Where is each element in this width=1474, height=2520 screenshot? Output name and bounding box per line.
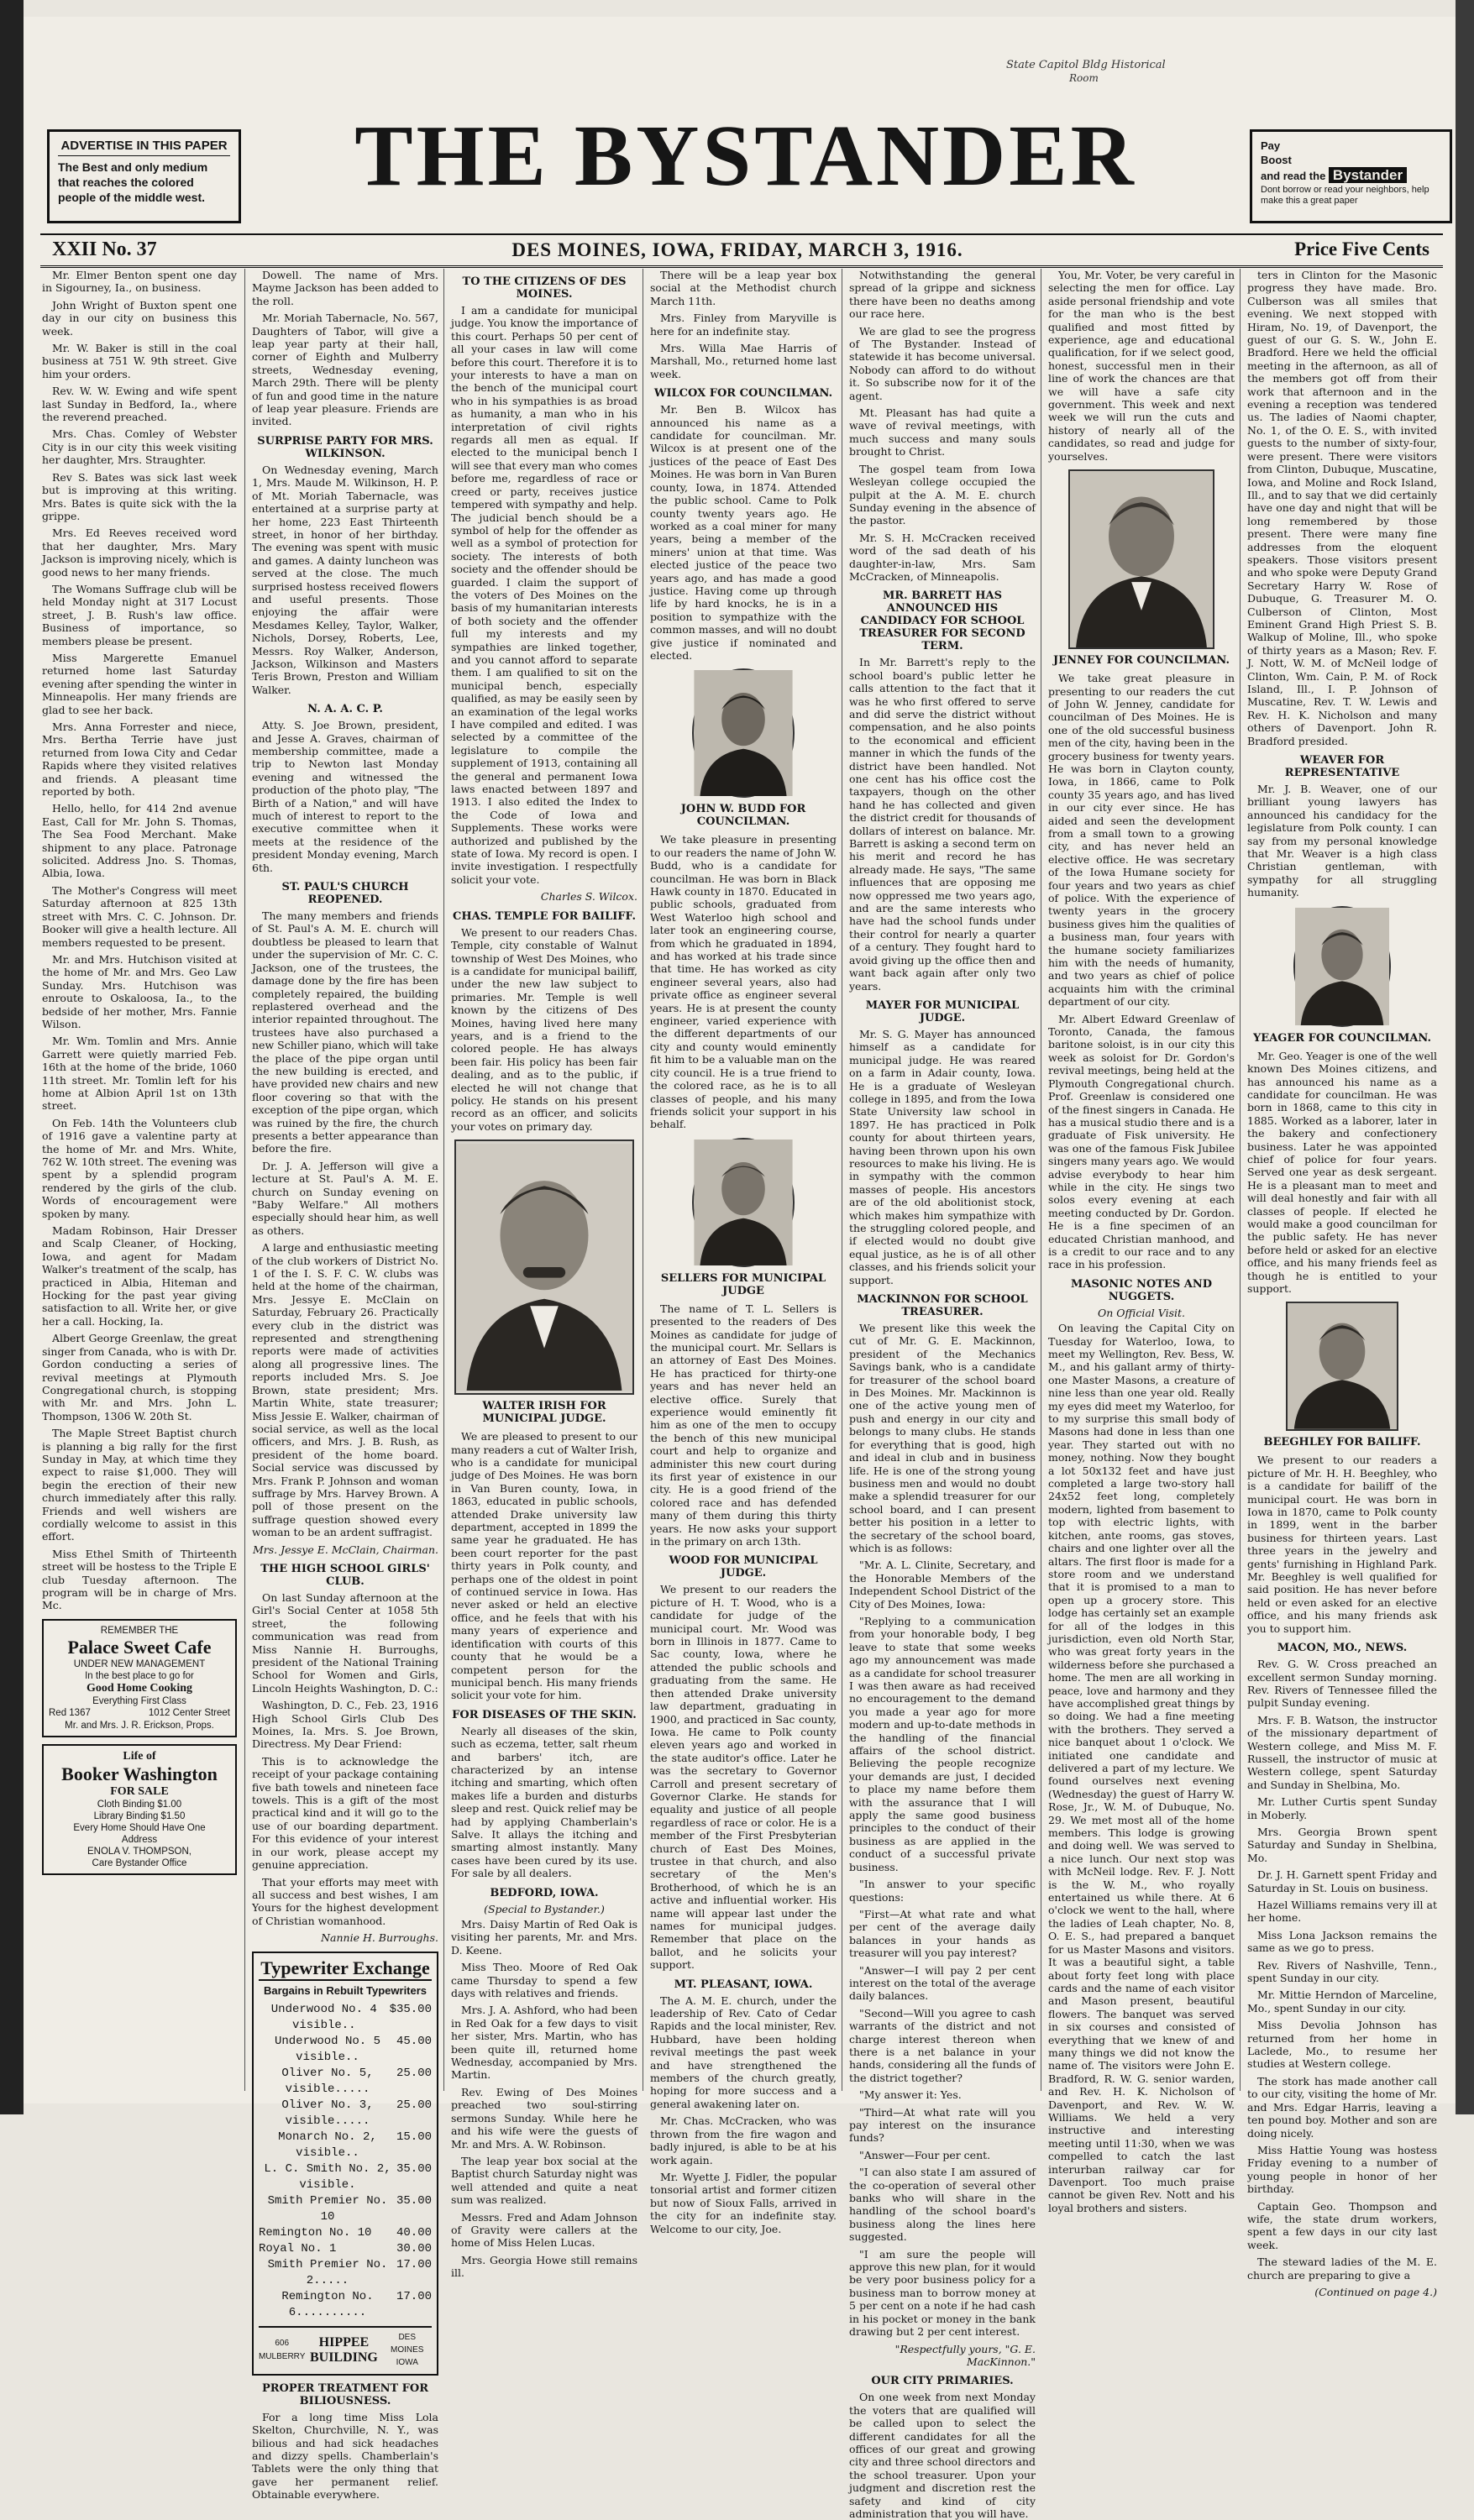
typewriter-model: Underwood No. 5 visible..	[274, 2034, 380, 2064]
typewriter-ad-city: DES MOINES IOWA	[391, 2332, 424, 2368]
cafe-ad-address-row	[49, 1707, 230, 1720]
local-note: Albert George Greenlaw, the great singer from Canada, who is with Dr. Gordon conducting a series of revival meetings at Plymouth Congregational church, is stopping with Mr. and Mrs. John L. Thompson, 1306 W. 20th St.	[42, 1332, 237, 1422]
typewriter-price-row	[259, 2034, 432, 2066]
promo-read	[1261, 167, 1441, 183]
column-rule	[443, 269, 444, 2091]
typewriter-model: L. C. Smith No. 2, visible.	[264, 2161, 391, 2192]
local-note: Mrs. Chas. Comley of Webster City is in our city this week visiting her daughter, Mrs. Straughter.	[42, 427, 237, 467]
typewriter-model: Remington No. 10	[259, 2225, 372, 2240]
article-headline: TO THE CITIZENS OF DES MOINES.	[462, 275, 627, 301]
continued-note: (Continued on page 4.)	[1314, 2285, 1437, 2298]
article-paragraph: Messrs. Fred and Adam Johnson of Gravity were callers at the home of Miss Helen Lucas.	[451, 2210, 637, 2250]
local-note: Hello, hello, for 414 2nd avenue East, Call for Mr. John S. Thomas, The Sea Food Merchant. Make shipment to any place. Patronage solicited. Address Jno. S. Thomas, Albia, Iowa.	[42, 802, 237, 880]
local-note: Mr. and Mrs. Hutchison visited at the home of Mr. and Mrs. Geo Law Sunday. Mrs. Hutchison was enroute to Oskaloosa, Ia., to the bedside of her mother, Mrs. Fannie Wilson.	[42, 952, 237, 1030]
portrait-jenney	[1068, 469, 1214, 649]
cafe-ad-line1: In the best place to go for	[85, 1670, 194, 1681]
article-paragraph: Mr. S. H. McCracken received word of the sad death of his daughter-in-law, Mrs. Sam McCracken, of Minneapolis.	[849, 531, 1036, 583]
local-note: Rev S. Bates was sick last week but is improving at this writing. Mrs. Bates is quite sick with the la grippe.	[42, 470, 237, 522]
article-signature: Charles S. Wilcox.	[540, 890, 637, 904]
article-signature: "Respectfully yours, "G. E. MacKinnon."	[894, 2342, 1036, 2368]
cafe-ad-line2: Good Home Cooking	[86, 1681, 192, 1695]
typewriter-price-row	[259, 2225, 432, 2241]
article-paragraph: Mr. Chas. McCracken, who was thrown from the fire wagon and badly injured, is able to be at his work again.	[650, 2114, 837, 2166]
article-paragraph: We present to our readers the picture of H. T. Wood, who is a candidate for judge of the municipal court. Mr. Wood was born in Illinois in 1877. Came to Sac county, Iowa, where he attended the public schools and graduating from the same. He then attended Drake university law department, graduating in 1900, and practiced in Sac county, Iowa. He came to Polk county eleven years ago and worked in the state auditor's office. Later he was the secretary to Governor Carroll and present secretary of Governor Clarke. He stands for equality and justice of all people regardless of race or color. He is a member of the First Presbyterian church of East Des Moines, trustee in that church, and also secretary of the Men's Brotherhood, of which he is an active and influential worker. His name will appear last under the names for municipal judges. Remember that place on the ballot, and he solicits your support.	[650, 1583, 837, 1972]
photo-caption: WALTER IRISH FOR MUNICIPAL JUDGE.	[482, 1400, 606, 1426]
article-paragraph: Mrs. Finley from Maryville is here for an indefinite stay.	[650, 312, 837, 338]
article-paragraph: Mr. Geo. Yeager is one of the well known Des Moines citizens, and has announced his name as a candidate for councilman. He was born in 1868, came to this city in 1885. Worked as a laborer, later in the bakery and confectionery business. Later he was appointed chief of police for four years. Served one year as desk sergeant. He is a pleasant man to meet and will deal honestly and fair with all classes of people. If elected he would make a good councilman for the public safety. He has never before held or asked for an elective office, and his many friends feel as though he is entitled to your support.	[1247, 1049, 1437, 1295]
column-rule	[1240, 269, 1241, 2091]
promo-read-text: and read the	[1261, 170, 1326, 182]
article-subhead: On Official Visit.	[1097, 1306, 1185, 1319]
portrait-figure-icon	[1295, 908, 1389, 1025]
article-paragraph: Rev. G. W. Cross preached an excellent sermon Sunday morning. Rev. Rivers of Tennessee filled the pulpit Sunday evening.	[1247, 1658, 1437, 1710]
local-note: Madam Robinson, Hair Dresser and Scalp Cleaner, of Hocking, Iowa, and agent for Madam Walker's treatment of the scalp, has practiced in Albia, Hiteman and Hocking for the past year giving satisfaction to all. Write her, or give her a call. Hocking, Ia.	[42, 1224, 237, 1328]
article-paragraph: The leap year box social at the Baptist church Saturday night was well attended and quite a neat sum was realized.	[451, 2154, 637, 2207]
article-headline: WOOD FOR MUNICIPAL JUDGE.	[669, 1554, 818, 1580]
article-paragraph: The name of T. L. Sellers is presented to the readers of Des Moines as candidate for judge of the municipal court. Mr. Sellars is an attorney of East Des Moines. He has practiced for thirty-one years and has never held an elective office. Surely that experience would eminently fit him as one of the men to occupy the bench of this new municipal court and help to organize and administer this new court during its first year of existence in our city. He is a good friend of the colored race and has defended many of them during this thirty years. He now asks your support in the primary on arch 13th.	[650, 1302, 837, 1548]
article-paragraph: Mr. Mittie Herndon of Marceline, Mo., spent Sunday in our city.	[1247, 1988, 1437, 2014]
article-paragraph: "Replying to a communication from your honorable body, I beg leave to state that some weeks ago my announcement was made as a candidate for school treasurer I was then aware as had received no encouragement to the demand you made a year ago for more modern and up-to-date methods in the handling of the financial affairs of the school district. Believing the people recognize your demands are just, I decided to place my name before them with the assurance that I will apply the same good business principles to the conduct of their business as are applied in the conduct of a successful private business.	[849, 1614, 1036, 1873]
typewriter-price: 25.00	[396, 2098, 432, 2112]
book-ad-line2: Address	[121, 1835, 158, 1846]
masthead	[40, 101, 1443, 227]
article-paragraph: We take great pleasure in presenting to our readers the cut of John W. Jenney, candidate for councilman of Des Moines. He is one of the old successful business men of the city, having been in the grocery business for twenty years. He was born in Clayton county, Iowa, in 1866, came to Polk county 35 years ago, and has lived in our city ever since. He has aided and seen the development from a small town to a growing city, and has never held an elective office. He was secretary of the Iowa Humane society for four years and two years as chief of police. With the experience of twenty years in the grocery business gives him the qualities of a business man, four years with the humane society familiarizes him with the needs of humanity, and two years as chief of police acquaints him with the criminal department of our city.	[1048, 672, 1235, 1009]
article-signature: Nannie H. Burroughs.	[321, 1931, 438, 1945]
article-paragraph: In Mr. Barrett's reply to the school board's public letter he calls attention to the fact that it was he who first offered to serve and did serve the district without compensation, and he also points to the economical and efficient manner in which the funds of the district have been handled. Not one cent has his office cost the taxpayers, though on the other hand he has collected and given the district credit for thousands of dollars of interest on balance. Mr. Barrett is asking a second term on his merit and record he has already made. He says, "The same influences that are opposing me now oppressed me two years ago, and are the same interests who have had the school funds under their control for nearly a quarter of a century. They fought hard to avoid giving up the office then and want back again after only two years.	[849, 656, 1036, 993]
cafe-ad-top: REMEMBER THE	[100, 1625, 179, 1636]
article-headline: WILCOX FOR COUNCILMAN.	[653, 387, 833, 401]
article-paragraph: "My answer it: Yes.	[859, 2088, 962, 2102]
article-paragraph: This is to acknowledge the receipt of your package containing five bath towels and nineteen face towels. This is a gift of the most practical kind and it will go to the use of our boarding department. For this evidence of your interest in our work, please accept my genuine appreciation.	[252, 1754, 438, 1872]
article-headline: FOR DISEASES OF THE SKIN.	[452, 1708, 637, 1721]
column-6	[1048, 269, 1235, 2214]
article-paragraph: We take pleasure in presenting to our readers the name of John W. Budd, who is a candidate for councilman. He was born in Black Hawk county in 1870. Educated in public schools, graduated from West Waterloo high school and later took an engineering course, from which he graduated in 1894, and has worked at his trade since that time. He has worked as city engineer several years, also had private office as engineer several years. He is at present the county engineer, varied experience with the different departments of our city and county would eminently fit him to be a valuable man on the city council. He is a true friend to the colored race, as he is to all classes of people, and his many friends solicit your support in his behalf.	[650, 833, 837, 1131]
portrait-beeghley	[1286, 1302, 1398, 1431]
palace-sweet-cafe-ad	[42, 1619, 237, 1737]
newspaper-page	[24, 17, 1456, 2520]
local-note: Mr. Elmer Benton spent one day in Sigourney, Ia., on business.	[42, 269, 237, 295]
local-note: The Womans Suffrage club will be held Monday night at 317 Locust street, J. B. Rush's law office. Business of importance, so members please be present.	[42, 582, 237, 647]
column-5	[849, 269, 1036, 2520]
typewriter-price-row	[259, 2002, 432, 2034]
article-headline: SURPRISE PARTY FOR MRS. WILKINSON.	[257, 434, 433, 460]
typewriter-price-row	[259, 2130, 432, 2161]
local-note: Mrs. Anna Forrester and niece, Mrs. Bertha Terrie have just returned from Iowa City and Cedar Rapids where they visited relatives and friends. A pleasant time reported by both.	[42, 720, 237, 799]
article-paragraph: Miss Lona Jackson remains the same as we go to press.	[1247, 1928, 1437, 1955]
article-subhead: (Special to Bystander.)	[484, 1902, 605, 1915]
local-note: Mrs. Ed Reeves received word that her daughter, Mrs. Mary Jackson is improving nicely, which is good news to her many friends.	[42, 527, 237, 579]
article-paragraph: "Mr. A. L. Clinite, Secretary, and the Honorable Members of the Independent School District of the City of Des Moines, Iowa:	[849, 1559, 1036, 1611]
cafe-ad-phone: Red 1367	[49, 1707, 91, 1718]
typewriter-ad-building: HIPPEE BUILDING	[309, 2334, 378, 2365]
article-paragraph: Mr. Wyette J. Fidler, the popular tonsorial artist and former citizen but now of Sioux Falls, arrived in the city for an indefinite stay. Welcome to our city, Joe.	[650, 2170, 837, 2235]
price: Price Five Cents	[1294, 238, 1429, 259]
typewriter-ad-title: Typewriter Exchange	[259, 1957, 432, 1981]
advertise-promo-box	[47, 129, 241, 223]
article-paragraph: The gospel team from Iowa Wesleyan college occupied the pulpit at the A. M. E. church Sunday evening in the absence of the pastor.	[849, 462, 1036, 527]
local-note: The Mother's Congress will meet Saturday afternoon at 825 13th street with Mrs. C. C. Johnson. Dr. Booker will give a health lecture. All members requested to be present.	[42, 883, 237, 949]
typewriter-price: 25.00	[396, 2066, 432, 2080]
article-paragraph: "Answer—Four per cent.	[859, 2148, 991, 2161]
article-headline: MASONIC NOTES AND NUGGETS.	[1071, 1277, 1212, 1303]
typewriter-ad-address: 606 MULBERRY	[259, 2339, 306, 2361]
typewriter-price-row	[259, 2241, 432, 2257]
book-ad-sale: FOR SALE	[110, 1785, 169, 1799]
article-paragraph: Miss Devolia Johnson has returned from her home in Laclede, Mo., to resume her studies at Western college.	[1247, 2019, 1437, 2071]
article-paragraph: Nearly all diseases of the skin, such as eczema, tetter, salt rheum and barbers' itch, are characterized by an intense itching and smarting, which often makes life a burden and disturbs sleep and rest. Quick relief may be had by applying Chamberlain's Salve. It allays the itching and smarting almost instantly. Many cases have been cured by its use. For sale by all dealers.	[451, 1724, 637, 1880]
typewriter-price: $35.00	[389, 2002, 432, 2016]
typewriter-model: Remington No. 6..........	[281, 2289, 374, 2319]
article-paragraph: Rev. Rivers of Nashville, Tenn., spent Sunday in our city.	[1247, 1958, 1437, 1985]
book-ad-line4: Care Bystander Office	[92, 1858, 187, 1869]
article-paragraph: A large and enthusiastic meeting of the club workers of District No. 1 of the I. S. F. C. W. clubs was held at the home of the chairman, Mrs. Jessye E. McClain on Saturday, February 26. Practically every club in the district was represented and strengthening reports were made of activities along all progressive lines. The reports included Mrs. S. Joe Brown, state president; Mrs. Martin White, state treasurer; Miss Jessie E. Walker, chairman of social service, as well as the local officers, and Mrs. J. B. Rush, as president of the home board. Social service was discussed by Mrs. Frank P. Johnson and woman suffrage by Mrs. Harvey Brown. A poll of those present on the suffrage question showed every woman to be an ardent suffragist.	[252, 1241, 438, 1539]
article-paragraph: Captain Geo. Thompson and wife, the state drum workers, spent a few days in our city last week.	[1247, 2199, 1437, 2251]
portrait-walter-irish	[454, 1140, 634, 1395]
article-headline: MR. BARRETT HAS ANNOUNCED HIS CANDIDACY FOR SCHOOL TREASURER FOR SECOND TERM.	[859, 589, 1026, 653]
typewriter-model: Underwood No. 4 visible..	[270, 2002, 377, 2032]
article-paragraph: You, Mr. Voter, be very careful in selecting the men for office. Lay aside personal friendship and vote for the man who is the best qualified and most fitted by experience, age and educational qualification, for if we select good, honest, successful men in their line of work the chances are that we will have a safe city government. This week and next week we will run the cuts and history of nearly all of the candidates, so read and judge for yourselves.	[1048, 269, 1235, 463]
book-ad-top: Life of	[123, 1750, 156, 1763]
booker-washington-ad	[42, 1744, 237, 1875]
article-paragraph: Mr. S. G. Mayer has announced himself as a candidate for municipal judge. He was reared on a farm in Adair county, Iowa. He is a graduate of Wesleyan college in 1895, and from the Iowa State University law school in 1897. He has practiced in Polk county for about thirteen years, having been thrown upon his own resources to make his living. He is in sympathy with the common masses of people. His ancestors are of the old abolitionist stock, which makes him sympathize with the struggling colored people, and if elected would no doubt give equal justice, as he is of all other classes, and his friends solicit your support.	[849, 1027, 1036, 1286]
cafe-ad-address: 1012 Center Street	[148, 1707, 230, 1718]
typewriter-price: 45.00	[396, 2034, 432, 2048]
photo-caption: BEEGHLEY FOR BAILIFF.	[1263, 1436, 1421, 1449]
typewriter-ad-subtitle: Bargains in Rebuilt Typewriters	[263, 1983, 428, 1997]
article-paragraph: Mr. Albert Edward Greenlaw of Toronto, Canada, the famous baritone soloist, is in our city this week as soloist for Dr. Gordon's revival meetings, being held at the Plymouth Congregational church. Prof. Greenlaw is considered one of the finest singers in Canada. He has a musical studio there and is a graduate of Fisk university. He was one of the famous Fisk Jubilee singers many years ago. We would advise everybody to hear him while in the city. He sings two solos every evening at each meeting conducted by Dr. Gordon. He is a fine specimen of an educated Christian manhood, and is a credit to our race and to any race in his profession.	[1048, 1012, 1235, 1271]
article-paragraph: On leaving the Capital City on Tuesday for Waterloo, Iowa, to meet my Wellington, Rev. Bess, W. M., and his gallant army of thirty-one Master Masons, a creature of nine less than one year old. Really my eyes did meet my Waterloo, for to my surprise this small body of Masons had done in less than one year. They started out with no money, nothing. Now they bought a lot 50x132 feet and have just completed a large two-story hall 24x52 feet long, completely modern, lighted from basement to top with electric lights, with kitchen, ante rooms, gas stoves, chairs and one lighter over all the altars. The first floor is made for a store room and we understand that it is promised to a man to open up a grocery store. This lodge has certainly set an example for all of the lodges in this jurisdiction, even old North Star, who was great forty years in the wilderness before she purchased a home. The men are all working in peace, love and harmony and they have accomplished great things by so doing. We had a fine meeting with the brothers. They served a nice banquet about 1 o'clock. We initiated one candidate and delivered a part of my lecture. We found ourselves next evening (Wednesday) the guest of Harry W. Rose, Jr., W. M. of Dubuque, No. 29. We met most all of the home members. This lodge is growing and doing well. We was served to a nice lunch. Our next stop was with McNeil lodge. Rev. F. J. Nott is the W. M., who royally entertained us while there. At 6 o'clock we went to the hall, where the ladies of Leah chapter, No. 8, O. E. S., had prepared a banquet for us Master Masons and visitors. It was a beautiful sight, a table about forty feet long with place cards and the name of each visitor and Mason present, beautiful flowers. The banquet was served in six courses and consisted of everything that we knew of and many things we did not know the name of. The visitors were John E. Bradford, R. W. G. senior warden, and Rev. H. K. Nicholson of Davenport, and Rev. W. W. Williams. We held a very instructive and interesting meeting until 11:30, when we was compelled to catch the last interurban railway car for Davenport. Too much praise cannot be given Rev. Nott and his loyal brothers and sisters.	[1048, 1322, 1235, 2214]
article-paragraph: There will be a leap year box social at the Methodist church March 11th.	[650, 269, 837, 307]
local-note: Miss Ethel Smith of Thirteenth street will be hostess to the Triple E club Tuesday afternoon. The program will be in charge of Mrs. Mc.	[42, 1547, 237, 1612]
typewriter-price: 35.00	[396, 2161, 432, 2176]
portrait-john-budd	[692, 668, 795, 798]
local-note: John Wright of Buxton spent one day in our city on business this week.	[42, 298, 237, 338]
typewriter-price: 40.00	[396, 2225, 432, 2240]
cafe-ad-line3: Everything First Class	[92, 1695, 186, 1706]
article-paragraph: On one week from next Monday the voters that are qualified will be called upon to select the different candidates for all the offices of our great and growing city and three school directors and the school treasurer. Upon your judgment and discretion rest the safety and kind of city administration that you will have.	[849, 2391, 1036, 2520]
article-paragraph: Mr. Moriah Tabernacle, No. 567, Daughters of Tabor, will give a leap year party at their hall, corner of Eighth and Mulberry streets, Wednesday evening, March 29th. There will be plenty of fun and good time in the nature of leap year pleasure. Friends are invited.	[252, 312, 438, 428]
article-paragraph: "First—At what rate and what per cent of the average daily balances in your hands as treasurer will you pay interest?	[849, 1907, 1036, 1960]
portrait-figure-icon	[456, 1141, 632, 1393]
article-paragraph: Dr. J. A. Jefferson will give a lecture at St. Paul's A. M. E. church on Sunday evening on "Baby Welfare." All mothers especially should hear him, as well as others.	[252, 1159, 438, 1237]
article-headline: WEAVER FOR REPRESENTATIVE	[1284, 754, 1400, 780]
article-paragraph: Mr. Luther Curtis spent Sunday in Moberly.	[1247, 1795, 1437, 1821]
photo-caption: SELLERS FOR MUNICIPAL JUDGE	[660, 1271, 826, 1297]
article-paragraph: Mrs. J. A. Ashford, who had been in Red Oak for a few days to visit her sister, Mrs. Martin, who has been quite ill, returned home Wednesday, accompanied by Mrs. Martin.	[451, 2004, 637, 2082]
photo-caption: YEAGER FOR COUNCILMAN.	[1252, 1031, 1431, 1045]
article-paragraph: Miss Theo. Moore of Red Oak came Thursday to spend a few days with relatives and friends.	[451, 1961, 637, 2000]
typewriter-price: 17.00	[396, 2257, 432, 2271]
article-paragraph: Mrs. Georgia Howe still remains ill.	[451, 2253, 637, 2280]
article-paragraph: The stork has made another call to our city, visiting the home of Mr. and Mrs. Edgar Harris, leaving a ten pound boy. Mother and son are doing nicely.	[1247, 2074, 1437, 2140]
article-paragraph: "Third—At what rate will you pay interest on the insurance funds?	[849, 2105, 1036, 2145]
book-ad-line3: ENOLA V. THOMPSON,	[87, 1847, 191, 1857]
typewriter-exchange-ad	[252, 1952, 438, 2376]
article-paragraph: We present to our readers Chas. Temple, city constable of Walnut township of West Des Moines, who is a candidate for municipal bailiff, under the new law subject to primaries. Mr. Temple is well known by the citizens of Des Moines, having lived here many years, and is a friend to the colored people. He has always been fair. His policy has been fair dealing, and as to the public, if elected he will not change that policy. He stands on his present record as an officer, and solicits your votes on primary day.	[451, 925, 637, 1133]
column-4	[650, 269, 837, 2235]
promo-small-text: Dont borrow or read your neighbors, help make this a great paper	[1261, 185, 1429, 206]
typewriter-ad-footer	[259, 2326, 432, 2370]
article-paragraph: We are glad to see the progress of The Bystander. Instead of statewide it has become universal. Nobody can afford to do without it. So subscribe now for it of the agent.	[849, 324, 1036, 402]
typewriter-price-list	[259, 2002, 432, 2321]
typewriter-price-row	[259, 2066, 432, 2098]
article-headline: MACON, MO., NEWS.	[1277, 1642, 1408, 1655]
article-paragraph: "In answer to your specific questions:	[849, 1878, 1036, 1904]
article-paragraph: On Wednesday evening, March 1, Mrs. Maude M. Wilkinson, H. P. of Mt. Moriah Tabernacle, was entertained at a surprise party at her home, 223 East Thirteenth street, in honor of her birthday. The evening was spent with music and games. A dainty luncheon was served at the close. The much surprised hostess received flowers and useful presents. Those enjoying the affair were Mesdames Kelley, Taylor, Walker, Nichols, Dorsey, Roberts, Lee, Messrs. Roy Walker, Anderson, Jackson, Wilkinson and Masters Teris Brown, Preston and William Walker.	[252, 463, 438, 696]
advertise-body: The Best and only medium that reaches the colored people of the middle west.	[58, 160, 208, 204]
archive-stamp: State Capitol Bldg Historical	[1006, 59, 1166, 71]
local-note: Rev. W. W. Ewing and wife spent last Sunday in Bedford, Ia., where the reverend preached.	[42, 385, 237, 424]
subscribe-promo-box	[1250, 129, 1452, 223]
typewriter-price-row	[259, 2289, 432, 2321]
column-7	[1247, 269, 1437, 2298]
article-paragraph: "I can also state I am assured of the co-operation of several other banks who will share in the handling of the school board's business along the lines here suggested.	[849, 2166, 1036, 2244]
typewriter-model: Smith Premier No. 2.....	[267, 2257, 388, 2287]
typewriter-price-row	[259, 2257, 432, 2289]
issue-info-bar	[40, 233, 1443, 268]
local-note: Mr. W. Baker is still in the coal business at 751 W. 9th street. Give him your orders.	[42, 342, 237, 380]
article-paragraph: Mrs. Daisy Martin of Red Oak is visiting her parents, Mr. and Mrs. D. Keene.	[451, 1918, 637, 1957]
photo-caption: JOHN W. BUDD FOR COUNCILMAN.	[680, 803, 806, 829]
page-right-edge	[1456, 0, 1474, 2114]
article-headline: MACKINNON FOR SCHOOL TREASURER.	[857, 1293, 1028, 1319]
portrait-yeager	[1293, 906, 1391, 1027]
article-paragraph: We are pleased to present to our many readers a cut of Walter Irish, who is a candidate for municipal judge of Des Moines. He was born in Van Buren county, Iowa, in 1863, educated in public schools, attended Drake university law department, accepted in 1899 the same year he graduated. He has been court reporter for the past thirty years in Polk county, and perhaps one of the oldest in point of continued service in Iowa. Has never asked or held an elective office, and he feels that with his many years of experience and identification with courts of this county that he would be a competent person for the municipal bench. His many friends solicit your vote for him.	[451, 1430, 637, 1702]
article-headline: ST. PAUL'S CHURCH REOPENED.	[281, 881, 409, 907]
typewriter-price-row	[259, 2098, 432, 2130]
promo-boost: Boost	[1261, 154, 1292, 166]
article-paragraph: ters in Clinton for the Masonic progress they have made. Bro. Culberson was all smiles that evening. We next stopped with Hiram, No. 19, of Davenport, the guest of our G. S. W., John E. Bradford. Here we held the official meeting in the afternoon, as all of the members got off from their work that afternoon and in the evening a reception was tendered us. The ladies of Naomi chapter, No. 1, of the O. E. S., with invited guests to the number of sixty-four, were present. There were visitors from Clinton, Dubuque, Muscatine, Iowa, and Moline and Rock Island, Ill., and to say that we did certainly have one day and night that will be long remembered by those present. There were many fine addresses from the eloquent speakers. Those visitors present and who spoke were Deputy Grand Secretary Harry W. Rose of Dubuque, G. Treasurer M. O. Culberson of Clinton, Most Eminent Grand High Priest S. B. Walkup of Moline, Ill., who spoke of thirty years as a Mason; Rev. F. J. Nott, W. M. of McNeil lodge of Clinton, Wm. Cain, P. M. of Rock Island, Ill., I. P. Johnson of Muscatine, Rev. T. W. Lewis and Rev. H. K. Nicholson and many others of Davenport. John R. Bradford presided.	[1247, 269, 1437, 747]
dateline: DES MOINES, IOWA, FRIDAY, MARCH 3, 1916.	[511, 239, 963, 260]
article-headline: CHAS. TEMPLE FOR BAILIFF.	[453, 909, 636, 923]
article-paragraph: Mrs. Georgia Brown spent Saturday and Sunday in Shelbina, Mo.	[1247, 1825, 1437, 1864]
article-headline: BEDFORD, IOWA.	[490, 1886, 599, 1899]
cafe-ad-owners: Mr. and Mrs. J. R. Erickson, Props.	[65, 1721, 214, 1732]
article-paragraph: Notwithstanding the general spread of la grippe and sickness there have been no deaths among our race here.	[849, 269, 1036, 321]
article-paragraph: Rev. Ewing of Des Moines preached two soul-stirring sermons Sunday. While here he and his wife were the guests of Mr. and Mrs. A. W. Robinson.	[451, 2085, 637, 2151]
portrait-figure-icon	[694, 1140, 793, 1265]
article-paragraph: We present to our readers a picture of Mr. H. H. Beeghley, who is a candidate for bailiff of the municipal court. He was born in Iowa in 1870, came to Polk county in 1899, went in the barber business for thirteen years. Last three years in the jewelry and gents' furnishing in Highland Park. Mr. Beeghley is well qualified for said position. He has never before held or even asked for an elective office, and his many friends ask you to support him.	[1247, 1454, 1437, 1635]
local-note: Miss Margerette Emanuel returned home last Saturday evening after spending the winter in Minneapolis. Her many friends are glad to see her back.	[42, 651, 237, 716]
article-paragraph: Mr. Ben B. Wilcox has announced his name as a candidate for councilman. Mr. Wilcox is at present one of the justices of the peace of East Des Moines. He was born in Van Buren county, Iowa, in 1874. Attended the public school. Came to Polk county twenty years ago. He worked as a coal miner for many years, being a member of the miners' union at that time. Was elected justice of the peace two years ago, and has made a good justice. Having come up through life by hard knocks, he is in a position to sympathize with the common masses, and will no doubt give justice if nominated and elected.	[650, 403, 837, 662]
book-ad-name: Booker Washington	[61, 1763, 218, 1785]
typewriter-model: Smith Premier No. 10	[267, 2193, 388, 2224]
article-paragraph: On last Sunday afternoon at the Girl's Social Center at 1058 5th street, the following communication was read from Miss Nannie H. Burroughs, president of the National Training School for Women and Girls, Lincoln Heights Washington, D. C.:	[252, 1590, 438, 1695]
cafe-ad-sub: UNDER NEW MANAGEMENT	[73, 1658, 206, 1669]
article-paragraph: That your efforts may meet with all success and best wishes, I am Yours for the highest development of Christian womanhood.	[252, 1875, 438, 1927]
article-paragraph: Washington, D. C., Feb. 23, 1916 High School Girls Club Des Moines, Ia. Mrs. S. Joe Brown, Directress. My Dear Friend:	[252, 1699, 438, 1751]
typewriter-model: Oliver No. 5, visible.....	[281, 2066, 374, 2096]
archive-stamp-room: Room	[1069, 72, 1099, 84]
portrait-figure-icon	[1288, 1303, 1397, 1429]
page-left-edge	[0, 0, 24, 2114]
portrait-sellers	[692, 1138, 795, 1267]
typewriter-price-row	[259, 2161, 432, 2193]
article-paragraph: Mrs. F. B. Watson, the instructor of the missionary department of Western college, and Miss M. F. Russell, the instructor of music at Western college, spent Saturday and Sunday in Shelbina, Mo.	[1247, 1713, 1437, 1791]
article-paragraph: Mrs. Willa Mae Harris of Marshall, Mo., returned home last week.	[650, 342, 837, 380]
typewriter-model: Monarch No. 2, visible..	[278, 2130, 377, 2160]
article-paragraph: We present like this week the cut of Mr. G. E. Mackinnon, president of the Mechanics Savings bank, who is a candidate for treasurer of the school board in Des Moines. Mr. Mackinnon is one of the active young men of push and energy in our city and belongs to many clubs. He stands for everything that is good, high and ideal in club and in business life. He is one of the strong young business men and would no doubt make a splendid treasurer for our school board, and I can present better his position in a letter to the secretary of the school board, which is as follows:	[849, 1322, 1036, 1554]
promo-brand: Bystander	[1329, 167, 1407, 183]
book-ad-price-library: Library Binding $1.50	[93, 1811, 186, 1822]
local-note: Mr. Wm. Tomlin and Mrs. Annie Garrett were quietly married Feb. 16th at the home of the bride, 1060 11th street. Mr. Tomlin left for his home at Albion April 1st on 13th street.	[42, 1035, 237, 1113]
article-paragraph: The A. M. E. church, under the leadership of Rev. Cato of Cedar Rapids and the local minister, Rev. Hubbard, have been holding revival meetings the past week and have strengthened the members of the church greatly, hoping for more success and a general awakening later on.	[650, 1993, 837, 2110]
photo-caption: JENNEY FOR COUNCILMAN.	[1053, 654, 1230, 668]
typewriter-model: Royal No. 1	[259, 2241, 337, 2255]
article-paragraph: "Answer—I will pay 2 per cent interest on the total of the average daily balances.	[849, 1963, 1036, 2003]
book-ad-price-cloth: Cloth Binding $1.00	[97, 1800, 182, 1810]
article-paragraph: The many members and friends of St. Paul's A. M. E. church will doubtless be pleased to learn that under the supervision of Mr. C. C. Jackson, one of the trustees, the damage done by the fire has been completely repaired, the building replastered overhead and the interior repainted throughout. The trustees have also purchased a new Schiller piano, which will take the place of the pipe organ until the new building is erected, and have provided new chairs and new floor covering so that with the exception of the pipe organ, which was ruined by the fire, the church presents a better appearance than before the fire.	[252, 909, 438, 1155]
article-headline: N. A. A. C. P.	[307, 703, 383, 716]
article-paragraph: Hazel Williams remains very ill at her home.	[1247, 1899, 1437, 1925]
article-signature: Mrs. Jessye E. McClain, Chairman.	[252, 1543, 438, 1556]
article-paragraph: Atty. S. Joe Brown, president, and Jesse A. Graves, chairman of membership committee, made a trip to Newton last Monday evening and witnessed the production of the photo play, "The Birth of a Nation," and will have much of interest to report to the executive committee when it meets at the residence of the president Monday evening, March 6th.	[252, 719, 438, 874]
article-paragraph: "I am sure the people will approve this new plan, for it would be very poor business policy for a business man to borrow money at 5 per cent on a note if he had cash in his pocket or money in the bank drawing but 2 per cent interest.	[849, 2247, 1036, 2339]
column-2	[252, 269, 438, 2502]
advertise-heading: ADVERTISE IN THIS PAPER	[58, 139, 230, 156]
article-paragraph: For a long time Miss Lola Skelton, Churchville, N. Y., was bilious and had sick headaches and dizzy spells. Chamberlain's Tablets were the only thing that gave her permanent relief. Obtainable everywhere.	[252, 2410, 438, 2502]
article-headline: MT. PLEASANT, IOWA.	[674, 1978, 813, 1991]
cafe-ad-name: Palace Sweet Cafe	[67, 1636, 212, 1658]
article-paragraph: Miss Hattie Young was hostess Friday evening to a number of young people in honor of her birthday.	[1247, 2143, 1437, 2196]
typewriter-price: 35.00	[396, 2193, 432, 2208]
local-notes-list	[42, 269, 237, 1612]
article-paragraph: Mr. J. B. Weaver, one of our brilliant young lawyers has announced his candidacy for the legislature from Polk county. I can say from my personal knowledge that Mr. Weaver is a high class Christian gentleman, with sympathy for all struggling humanity.	[1247, 783, 1437, 899]
volume-number: XXII No. 37	[52, 238, 157, 260]
article-headline: MAYER FOR MUNICIPAL JUDGE.	[865, 998, 1020, 1024]
column-1	[42, 269, 237, 2091]
column-3	[451, 269, 638, 2280]
column-rule	[244, 269, 245, 2091]
local-note: The Maple Street Baptist church is planning a big rally for the first Sunday in May, at which time they expect to raise $1,000. They will begin the erection of their new church immediately after this rally. Friends and well wishers are cordially welcome to assist in this effort.	[42, 1427, 237, 1543]
article-paragraph: "Second—Will you agree to cash warrants of the district and not charge interest thereon when there is a net balance in your hands, considering all the funds of the district together?	[849, 2006, 1036, 2084]
article-paragraph: Dr. J. H. Garnett spent Friday and Saturday in St. Louis on business.	[1247, 1868, 1437, 1894]
newspaper-title: THE BYSTANDER	[354, 107, 1137, 204]
article-paragraph: Dowell. The name of Mrs. Mayme Jackson has been added to the roll.	[252, 269, 438, 307]
typewriter-price: 15.00	[396, 2130, 432, 2144]
local-note: On Feb. 14th the Volunteers club of 1916 gave a valentine party at the home of Mr. and Mrs. White, 762 W. 10th street. The evening was spent by a splendid program rendered by the girls of the club. Words of encouragement were spoken by many.	[42, 1116, 237, 1220]
promo-pay: Pay	[1261, 139, 1281, 152]
typewriter-price-row	[259, 2193, 432, 2225]
article-paragraph: The steward ladies of the M. E. church are preparing to give a	[1247, 2255, 1437, 2282]
typewriter-price: 30.00	[396, 2241, 432, 2255]
article-paragraph: I am a candidate for municipal judge. You know the importance of this court. Perhaps 50 per cent of all your cases in law will come before this court. Therefore it is to your interests to have a man on the bench of the municipal court who in his sympathies is as broad as humanity, a man who in his interpretation of civil rights regards all men as equal. If elected to the municipal bench I will see that every man who comes before me, regardless of race or creed or party, receives justice tempered with sympathy and help. The judicial bench should be a symbol of help for the offender as well as a symbol of protection for society. The interests of both society and the offender should be guarded. I claim the support of the voters of Des Moines on the basis of my humanitarian interests of both society and the offender full my interests and my sympathies are linked together, and you cannot afford to separate them. I am qualified to sit on the municipal bench, especially qualified, as may be easily seen by an examination of the legal works I have compiled and edited. I was selected by a committee of the legislature to compile the supplement of 1913, containing all the general and permanent Iowa laws enacted between 1897 and 1913. I also edited the Index to the Code of Iowa and Supplements. These works were authorized and published by the state of Iowa. My record is open. I invite investigation. I respectfully solicit your vote.	[451, 304, 638, 886]
article-headline: THE HIGH SCHOOL GIRLS' CLUB.	[260, 1562, 430, 1588]
book-ad-line1: Every Home Should Have One	[73, 1823, 206, 1834]
portrait-figure-icon	[694, 670, 793, 796]
article-headline: PROPER TREATMENT FOR BILIOUSNESS.	[261, 2381, 429, 2407]
article-paragraph: Mt. Pleasant has had quite a wave of revival meetings, with much success and many souls brought to Christ.	[849, 406, 1036, 458]
typewriter-model: Oliver No. 3, visible.....	[281, 2098, 374, 2128]
article-headline: OUR CITY PRIMARIES.	[871, 2375, 1014, 2388]
typewriter-price: 17.00	[396, 2289, 432, 2303]
portrait-figure-icon	[1070, 471, 1213, 647]
